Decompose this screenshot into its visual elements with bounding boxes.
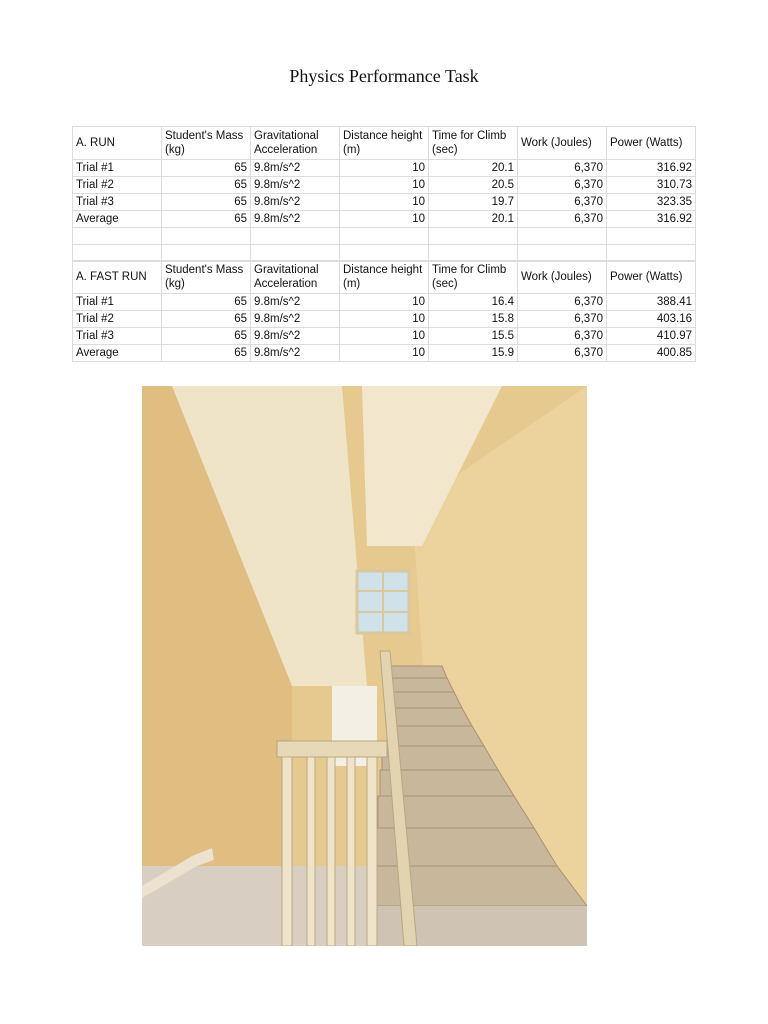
cell-mass: 65 bbox=[162, 194, 251, 211]
cell-mass: 65 bbox=[162, 294, 251, 311]
cell-time: 16.4 bbox=[429, 294, 518, 311]
cell-work: 6,370 bbox=[518, 177, 607, 194]
header-power: Power (Watts) bbox=[607, 127, 696, 160]
empty-cell bbox=[429, 245, 518, 262]
row-label: Average bbox=[73, 211, 162, 228]
cell-time: 15.9 bbox=[429, 345, 518, 362]
empty-cell bbox=[162, 228, 251, 245]
cell-work: 6,370 bbox=[518, 311, 607, 328]
cell-work: 6,370 bbox=[518, 211, 607, 228]
cell-gravity: 9.8m/s^2 bbox=[251, 160, 340, 177]
cell-power: 323.35 bbox=[607, 194, 696, 211]
cell-distance: 10 bbox=[340, 177, 429, 194]
cell-power: 316.92 bbox=[607, 160, 696, 177]
header-distance: Distance height (m) bbox=[340, 127, 429, 160]
empty-cell bbox=[251, 245, 340, 262]
header-work: Work (Joules) bbox=[518, 127, 607, 160]
empty-cell bbox=[73, 245, 162, 262]
empty-cell bbox=[429, 228, 518, 245]
row-label: Trial #1 bbox=[73, 294, 162, 311]
header-distance: Distance height (m) bbox=[340, 261, 429, 294]
cell-distance: 10 bbox=[340, 294, 429, 311]
cell-gravity: 9.8m/s^2 bbox=[251, 328, 340, 345]
table-row bbox=[73, 311, 696, 328]
cell-work: 6,370 bbox=[518, 194, 607, 211]
cell-power: 388.41 bbox=[607, 294, 696, 311]
empty-row bbox=[73, 245, 696, 262]
empty-cell bbox=[162, 245, 251, 262]
cell-gravity: 9.8m/s^2 bbox=[251, 294, 340, 311]
cell-time: 20.1 bbox=[429, 211, 518, 228]
row-label: Trial #3 bbox=[73, 194, 162, 211]
table-row bbox=[73, 194, 696, 211]
header-time: Time for Climb (sec) bbox=[429, 127, 518, 160]
table-row bbox=[73, 345, 696, 362]
cell-time: 15.5 bbox=[429, 328, 518, 345]
cell-distance: 10 bbox=[340, 311, 429, 328]
cell-work: 6,370 bbox=[518, 160, 607, 177]
row-label: Trial #3 bbox=[73, 328, 162, 345]
empty-cell bbox=[607, 245, 696, 262]
run-table bbox=[72, 126, 696, 262]
cell-distance: 10 bbox=[340, 211, 429, 228]
cell-mass: 65 bbox=[162, 328, 251, 345]
empty-cell bbox=[340, 228, 429, 245]
empty-cell bbox=[607, 228, 696, 245]
cell-power: 403.16 bbox=[607, 311, 696, 328]
cell-mass: 65 bbox=[162, 345, 251, 362]
cell-power: 310.73 bbox=[607, 177, 696, 194]
cell-mass: 65 bbox=[162, 177, 251, 194]
cell-distance: 10 bbox=[340, 160, 429, 177]
cell-time: 15.8 bbox=[429, 311, 518, 328]
staircase-photo bbox=[142, 386, 587, 946]
header-work: Work (Joules) bbox=[518, 261, 607, 294]
header-gravity: Gravitational Acceleration bbox=[251, 261, 340, 294]
cell-work: 6,370 bbox=[518, 328, 607, 345]
cell-mass: 65 bbox=[162, 160, 251, 177]
cell-work: 6,370 bbox=[518, 345, 607, 362]
cell-time: 19.7 bbox=[429, 194, 518, 211]
cell-power: 316.92 bbox=[607, 211, 696, 228]
empty-cell bbox=[518, 228, 607, 245]
cell-gravity: 9.8m/s^2 bbox=[251, 211, 340, 228]
cell-distance: 10 bbox=[340, 328, 429, 345]
cell-gravity: 9.8m/s^2 bbox=[251, 311, 340, 328]
cell-time: 20.5 bbox=[429, 177, 518, 194]
cell-distance: 10 bbox=[340, 345, 429, 362]
table-header-row bbox=[73, 127, 696, 160]
header-mass: Student's Mass (kg) bbox=[162, 261, 251, 294]
cell-mass: 65 bbox=[162, 311, 251, 328]
table-row bbox=[73, 328, 696, 345]
cell-gravity: 9.8m/s^2 bbox=[251, 345, 340, 362]
section-label: A. RUN bbox=[73, 127, 162, 160]
page-title: Physics Performance Task bbox=[289, 66, 479, 86]
cell-mass: 65 bbox=[162, 211, 251, 228]
empty-row bbox=[73, 228, 696, 245]
empty-cell bbox=[340, 245, 429, 262]
row-label: Trial #2 bbox=[73, 177, 162, 194]
fast-run-table bbox=[72, 260, 696, 362]
header-power: Power (Watts) bbox=[607, 261, 696, 294]
header-mass: Student's Mass (kg) bbox=[162, 127, 251, 160]
cell-gravity: 9.8m/s^2 bbox=[251, 177, 340, 194]
cell-power: 400.85 bbox=[607, 345, 696, 362]
empty-cell bbox=[251, 228, 340, 245]
row-label: Trial #1 bbox=[73, 160, 162, 177]
table-row bbox=[73, 160, 696, 177]
table-header-row bbox=[73, 261, 696, 294]
cell-power: 410.97 bbox=[607, 328, 696, 345]
header-time: Time for Climb (sec) bbox=[429, 261, 518, 294]
cell-distance: 10 bbox=[340, 194, 429, 211]
cell-work: 6,370 bbox=[518, 294, 607, 311]
row-label: Trial #2 bbox=[73, 311, 162, 328]
cell-time: 20.1 bbox=[429, 160, 518, 177]
table-row bbox=[73, 294, 696, 311]
section-label: A. FAST RUN bbox=[73, 261, 162, 294]
empty-cell bbox=[73, 228, 162, 245]
header-gravity: Gravitational Acceleration bbox=[251, 127, 340, 160]
table-row bbox=[73, 177, 696, 194]
row-label: Average bbox=[73, 345, 162, 362]
empty-cell bbox=[518, 245, 607, 262]
table-row bbox=[73, 211, 696, 228]
cell-gravity: 9.8m/s^2 bbox=[251, 194, 340, 211]
